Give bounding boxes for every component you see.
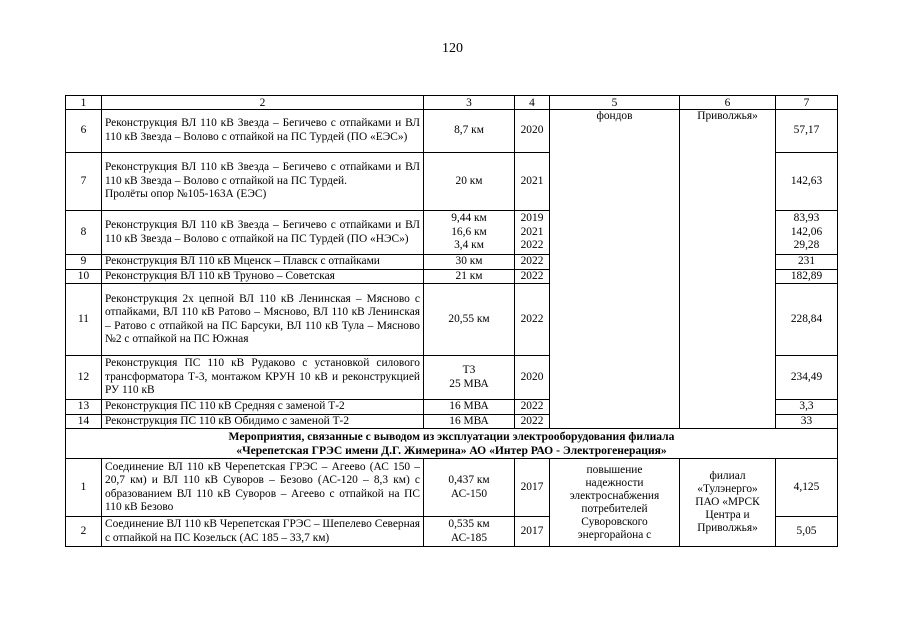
year: 2020: [515, 110, 550, 153]
header-cell: 7: [776, 96, 838, 110]
project-name: Реконструкция ПС 110 кВ Рудаково с установкой силового трансформатора Т-3, монтажом КРУН 10 кВ и реконструкцией РУ 110 кВ: [102, 356, 424, 400]
cost: 57,17: [776, 110, 838, 153]
header-cell: 5: [550, 96, 680, 110]
row-number: 7: [66, 153, 102, 211]
organization-text: Центра и: [705, 509, 750, 522]
cost: 83,93: [793, 212, 820, 225]
volume: АС-150: [450, 487, 488, 500]
project-name: Реконструкция ВЛ 110 кВ Звезда – Бегичево с отпайками и ВЛ 110 кВ Звезда – Волово с отпайкой на ПС Турдей (ПО «ЕЭС»): [102, 110, 424, 153]
volume: 21 км: [424, 269, 515, 284]
project-name: Реконструкция ВЛ 110 кВ Мценск – Плавск с отпайками: [102, 255, 424, 270]
header-cell: 3: [424, 96, 515, 110]
year: 2021: [515, 153, 550, 211]
header-cell: 1: [66, 96, 102, 110]
project-name: Соединение ВЛ 110 кВ Черепетская ГРЭС – Агеево (АС 150 – 20,7 км) и ВЛ 110 кВ Суворов – Безово (АС-120 – 8,3 км) с образованием ВЛ 110 кВ Суворов – Агеево с отпайкой на ПС 110 кВ Безово: [102, 459, 424, 517]
volume-cell: [424, 517, 515, 547]
row-number: 6: [66, 110, 102, 153]
project-name: Соединение ВЛ 110 кВ Черепетская ГРЭС – Шепелево Северная с отпайкой на ПС Козельск (АС 185 – 33,7 км): [102, 517, 424, 547]
organization-text: Приволжья»: [697, 110, 758, 122]
purpose-cell: [550, 110, 680, 429]
row-number: 13: [66, 400, 102, 415]
purpose-cell: [550, 459, 680, 547]
volume: 30 км: [424, 255, 515, 270]
organization-text: ПАО «МРСК: [695, 496, 760, 509]
section-heading-row: [66, 429, 838, 459]
cost-cell: [776, 211, 838, 255]
row-number: 10: [66, 269, 102, 284]
volume-cell: [424, 211, 515, 255]
organization-cell: [680, 110, 776, 429]
purpose-text: энергорайона с: [577, 528, 652, 541]
volume: 16 МВА: [424, 414, 515, 429]
header-cell: 6: [680, 96, 776, 110]
header-cell: 2: [102, 96, 424, 110]
cost: 29,28: [793, 239, 820, 252]
volume: 20,55 км: [424, 284, 515, 356]
year: 2022: [520, 239, 544, 252]
project-name: Реконструкция 2х цепной ВЛ 110 кВ Ленинская – Мясново с отпайками, ВЛ 110 кВ Ратово – Мясново, ВЛ 110 кВ Ленинская – Ратово с отпайкой на ПС Барсуки, ВЛ 110 кВ Тула – Мясново №2 с отпайкой на ПС Южная: [102, 284, 424, 356]
page-number: 120: [442, 41, 463, 56]
year: 2022: [515, 414, 550, 429]
cost: 4,125: [776, 459, 838, 517]
volume: 20 км: [424, 153, 515, 211]
cost: 3,3: [776, 400, 838, 415]
volume: Т3: [462, 364, 476, 377]
year: 2019: [520, 212, 544, 225]
section-heading-line: «Черепетская ГРЭС имени Д.Г. Жимерина» АО «Интер РАО - Электрогенерация»: [236, 443, 667, 457]
year: 2022: [515, 284, 550, 356]
cost: 228,84: [776, 284, 838, 356]
table-row: [66, 110, 838, 153]
purpose-text: надежности: [585, 476, 644, 489]
row-number: 12: [66, 356, 102, 400]
project-name: Реконструкция ПС 110 кВ Обидимо с заменой Т-2: [102, 414, 424, 429]
volume: 0,437 км: [448, 474, 490, 487]
volume: 25 МВА: [449, 377, 489, 390]
year-cell: [515, 211, 550, 255]
volume-cell: [424, 356, 515, 400]
purpose-text: Суворовского: [581, 515, 648, 528]
purpose-text: повышение: [586, 463, 643, 476]
section-heading-line: Мероприятия, связанные с выводом из эксплуатации электрооборудования филиала: [228, 429, 675, 443]
volume: 0,535 км: [448, 518, 490, 531]
year: 2022: [515, 269, 550, 284]
cost: 231: [776, 255, 838, 270]
row-number: 1: [66, 459, 102, 517]
organization-text: «Тулэнерго»: [697, 483, 758, 496]
organization-text: филиал: [709, 470, 746, 483]
header-cell: 4: [515, 96, 550, 110]
volume: АС-185: [450, 531, 488, 544]
volume: 3,4 км: [454, 239, 484, 252]
project-name-cell: [102, 153, 424, 211]
year: 2020: [515, 356, 550, 400]
cost: 33: [776, 414, 838, 429]
row-number: 14: [66, 414, 102, 429]
organization-cell: [680, 459, 776, 547]
table-row: [66, 459, 838, 517]
purpose-text: потребителей: [581, 502, 648, 515]
year: 2017: [515, 459, 550, 517]
project-name-extra: Пролёты опор №105-163А (ЕЭС): [105, 188, 267, 201]
purpose-text: электроснабжения: [569, 489, 660, 502]
cost: 182,89: [776, 269, 838, 284]
project-name: Реконструкция ПС 110 кВ Средняя с заменой Т-2: [102, 400, 424, 415]
row-number: 11: [66, 284, 102, 356]
header-row: [66, 96, 838, 110]
volume: 8,7 км: [424, 110, 515, 153]
organization-text: Приволжья»: [697, 522, 758, 535]
year: 2022: [515, 255, 550, 270]
cost: 234,49: [776, 356, 838, 400]
row-number: 9: [66, 255, 102, 270]
year: 2017: [515, 517, 550, 547]
document-table: [65, 95, 838, 547]
purpose-text: фондов: [596, 110, 633, 122]
project-name: Реконструкция ВЛ 110 кВ Звезда – Бегичево с отпайками и ВЛ 110 кВ Звезда – Волово с отпайкой на ПС Турдей (ПО «НЭС»): [102, 211, 424, 255]
year: 2021: [520, 225, 544, 238]
row-number: 8: [66, 211, 102, 255]
cost: 142,06: [790, 225, 823, 238]
year: 2022: [515, 400, 550, 415]
row-number: 2: [66, 517, 102, 547]
section-heading: [66, 429, 838, 459]
cost: 142,63: [776, 153, 838, 211]
project-name: Реконструкция ВЛ 110 кВ Труново – Советская: [102, 269, 424, 284]
volume-cell: [424, 459, 515, 517]
volume: 9,44 км: [451, 212, 487, 225]
volume: 16 МВА: [424, 400, 515, 415]
cost: 5,05: [776, 517, 838, 547]
volume: 16,6 км: [451, 225, 487, 238]
project-name: Реконструкция ВЛ 110 кВ Звезда – Бегичево с отпайками и ВЛ 110 кВ Звезда – Волово с отпайкой на ПС Турдей.: [105, 161, 420, 187]
